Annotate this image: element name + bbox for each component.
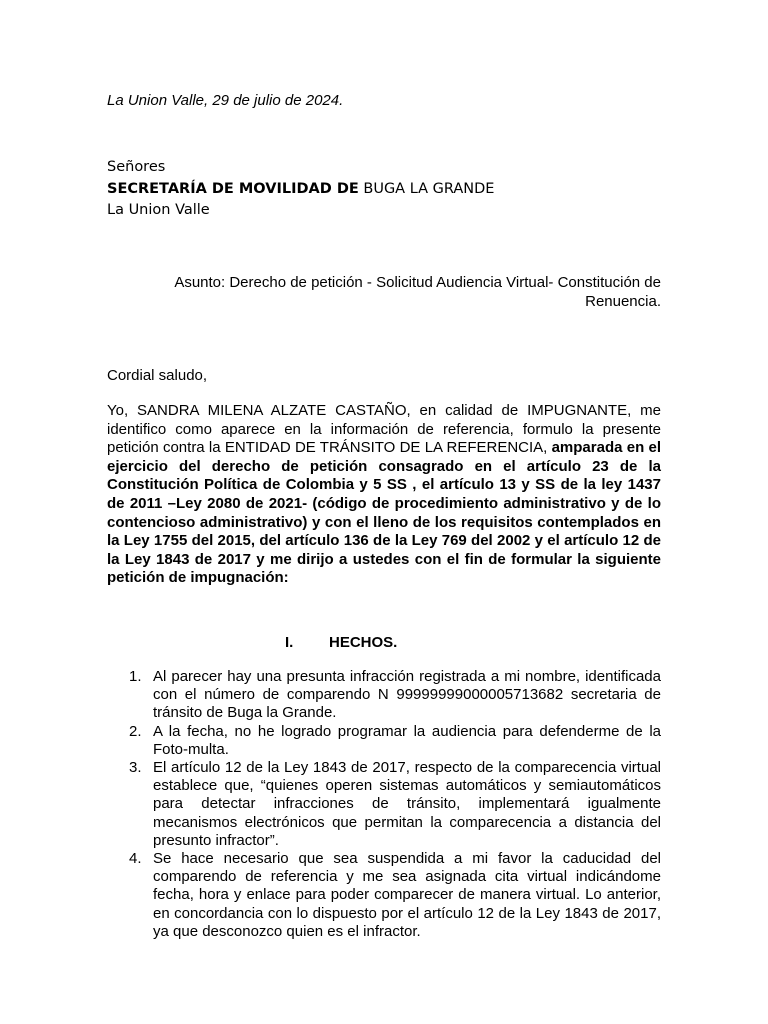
- addressee-city: La Union Valle: [107, 202, 210, 218]
- addressee-entity-rest: BUGA LA GRANDE: [358, 180, 495, 197]
- section-number: I.: [285, 634, 294, 651]
- addressee-block: [107, 157, 494, 222]
- list-item-text: El artículo 12 de la Ley 1843 de 2017, respecto de la comparecencia virtual establece que, “quienes operen sistemas automáticos y semiautomáticos para detectar infracciones de tránsito, implementará igualmente mecanismos electrónicos que permitan la comparecencia a distancia del presunto infractor”.: [153, 759, 661, 849]
- section-heading: [285, 633, 397, 652]
- addressee-entity: [107, 179, 494, 201]
- list-item: [107, 668, 661, 723]
- intro-paragraph: [107, 402, 661, 588]
- facts-list: [107, 668, 661, 941]
- list-item-text: Al parecer hay una presunta infracción registrada a mi nombre, identificada con el número de comparendo N 99999999000005713682 secretaria de tránsito de Buga la Grande.: [153, 668, 661, 722]
- addressee-salutation: Señores: [107, 159, 166, 175]
- list-item-number: 4.: [129, 850, 142, 868]
- list-item: [107, 759, 661, 850]
- intro-bold-text: amparada en el ejercicio del derecho de petición consagrado en el artículo 23 de la Constitución Política de Colombia y 5 SS , el artículo 13 y SS de la ley 1437 de 2011 –Ley 2080 de 2021- (código de procedimiento administrativo y de lo contencioso administrativo) y con el lleno de los requisitos contemplados en la Ley 1755 del 2015, del artículo 136 de la Ley 769 del 2002 y el artículo 12 de la Ley 1843 de 2017 y me dirijo a ustedes con el fin de formular la siguiente petición de impugnación:: [107, 439, 661, 587]
- addressee-entity-bold: SECRETARÍA DE MOVILIDAD DE: [107, 180, 359, 197]
- list-item-text: A la fecha, no he logrado programar la audiencia para defenderme de la Foto-multa.: [153, 722, 661, 758]
- list-item-text: Se hace necesario que sea suspendida a mi favor la caducidad del comparendo de referencia y me sea asignada cita virtual indicándome fecha, hora y enlace para poder comparecer de manera virtual. Lo anterior, en concordancia con lo dispuesto por el artículo 12 de la Ley 1843 de 2017, ya que desconozco quien es el infractor.: [153, 850, 661, 940]
- list-item-number: 1.: [129, 668, 142, 685]
- date-line: La Union Valle, 29 de julio de 2024.: [107, 92, 344, 109]
- list-item-number: 3.: [129, 759, 142, 777]
- intro-plain-text: Yo, SANDRA MILENA ALZATE CASTAÑO, en calidad de IMPUGNANTE, me identifico como aparece en la información de referencia, formulo la presente petición contra la ENTIDAD DE TRÁNSITO DE LA REFERENCIA,: [107, 402, 661, 457]
- subject-line: Asunto: Derecho de petición - Solicitud Audiencia Virtual- Constitución de Renuencia.: [174, 274, 661, 310]
- list-item: [107, 850, 661, 941]
- section-title: HECHOS.: [329, 634, 398, 651]
- list-item: [107, 723, 661, 759]
- list-item-number: 2.: [129, 722, 142, 740]
- greeting: Cordial saludo,: [107, 367, 208, 384]
